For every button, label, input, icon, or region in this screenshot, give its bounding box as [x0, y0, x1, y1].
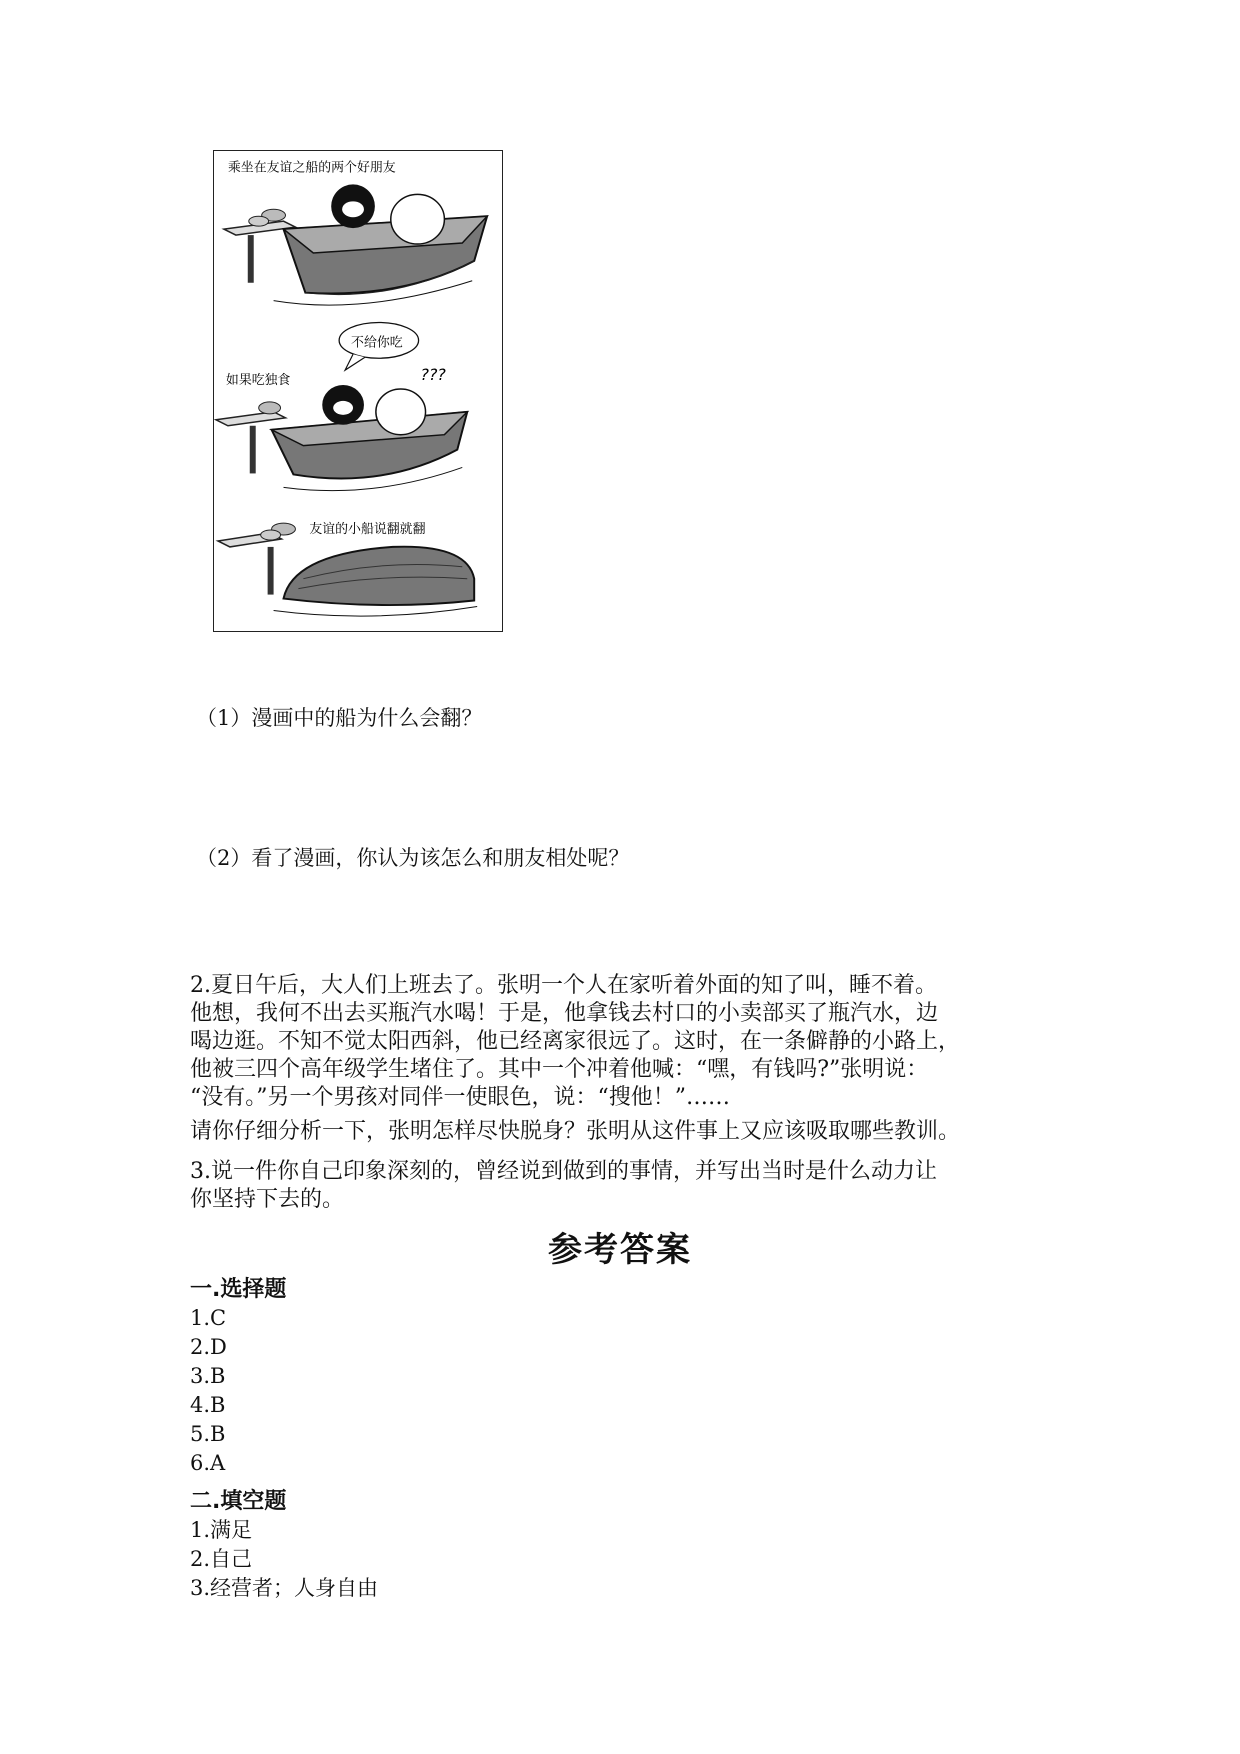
problem-2-line: “没有。”另一个男孩对同伴一使眼色，说：“搜他！”…… [190, 1085, 730, 1110]
problem-2-line: 他想，我何不出去买瓶汽水喝！于是，他拿钱去村口的小卖部买了瓶汽水，边 [190, 1001, 939, 1026]
answer-item: 4.B [190, 1393, 226, 1417]
section-1-heading: 一.选择题 [190, 1277, 287, 1302]
comic-panel-3 [218, 521, 477, 616]
section-2-answers [190, 1516, 378, 1603]
friendship-boat-comic [213, 150, 503, 632]
question-1: （1）漫画中的船为什么会翻？ [196, 706, 483, 730]
answer-item: 3.经营者；人身自由 [190, 1576, 379, 1600]
comic-caption-bottom: 友谊的小船说翻就翻 [309, 522, 426, 538]
answer-item: 5.B [190, 1422, 226, 1446]
answers-title: 参考答案 [548, 1230, 692, 1270]
answer-item: 6.A [190, 1451, 226, 1475]
answer-item: 1.满足 [190, 1518, 253, 1542]
comic-caption-mid: 如果吃独食 [225, 373, 291, 389]
problem-2-line: 喝边逛。不知不觉太阳西斜，他已经离家很远了。这时，在一条僻静的小路上， [190, 1029, 961, 1054]
section-2-heading: 二.填空题 [190, 1489, 287, 1514]
answer-item: 3.B [190, 1364, 226, 1388]
answer-item: 1.C [190, 1306, 227, 1330]
section-1-answers [190, 1304, 227, 1478]
comic-speech: 不给你吃 [351, 335, 403, 351]
question-2: （2）看了漫画，你认为该怎么和朋友相处呢？ [196, 846, 630, 870]
answer-item: 2.自己 [190, 1547, 253, 1571]
answer-item: 2.D [190, 1335, 227, 1359]
comic-panel-2 [216, 322, 467, 490]
problem-3-line: 3.说一件你自己印象深刻的，曾经说到做到的事情，并写出当时是什么动力让 [190, 1159, 937, 1184]
comic-question-marks: ??? [420, 365, 446, 385]
problem-2-line: 2.夏日午后，大人们上班去了。张明一个人在家听着外面的知了叫，睡不着。 [190, 973, 937, 998]
comic-caption-top: 乘坐在友谊之船的两个好朋友 [227, 160, 396, 176]
problem-2-line: 他被三四个高年级学生堵住了。其中一个冲着他喊：“嘿，有钱吗?”张明说： [190, 1057, 929, 1082]
problem-2 [190, 972, 960, 1146]
comic-panel-1 [224, 184, 487, 305]
problem-2-line: 请你仔细分析一下，张明怎样尽快脱身？张明从这件事上又应该吸取哪些教训。 [190, 1119, 961, 1144]
problem-3 [190, 1158, 937, 1214]
problem-3-line: 你坚持下去的。 [190, 1187, 345, 1212]
